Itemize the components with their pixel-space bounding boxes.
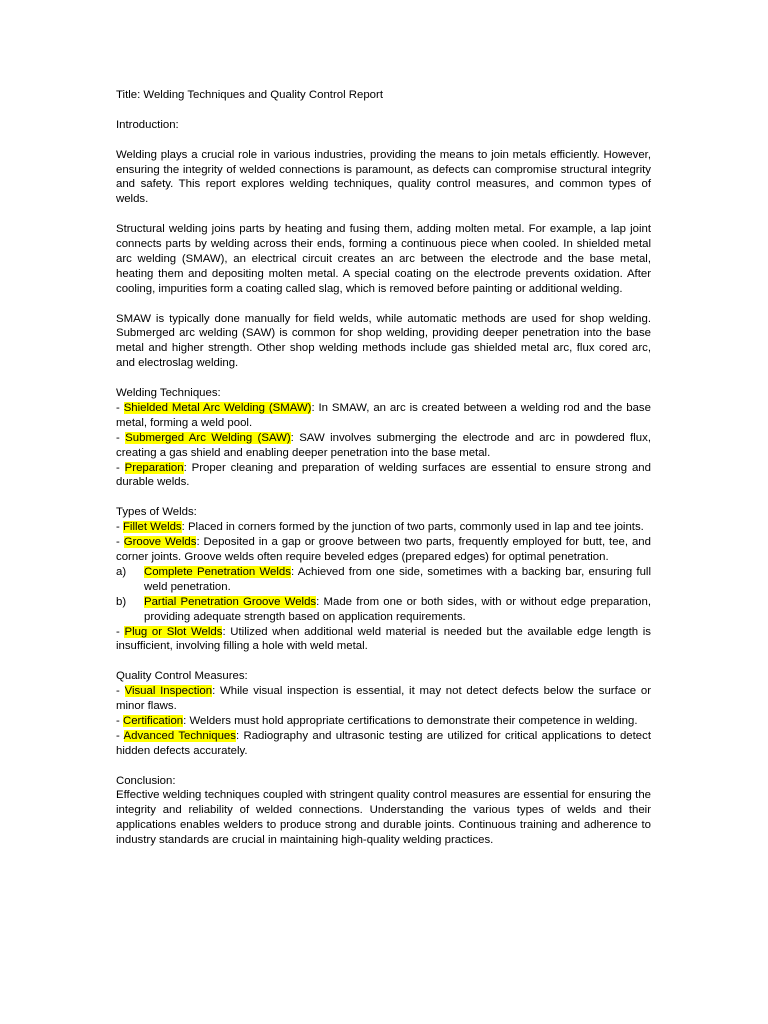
document-page [116, 88, 651, 863]
weld-subtype-partial [116, 595, 651, 625]
weld-subtype-complete [116, 565, 651, 595]
technique-text-saw: : SAW involves submerging the electrode and arc in powdered flux, creating a gas shield and enabling deeper penetration into the base metal. [116, 431, 651, 459]
weld-text-partial: : Made from one or both sides, with or without edge preparation, providing adequate strength based on application requirements. [144, 595, 651, 623]
intro-paragraph-1: Welding plays a crucial role in various industries, providing the means to join metals efficiently. However, ensuring the integrity of welded connections is paramount, as defects can compromise structural integrity and safety. This report explores welding techniques, quality control measures, and common types of welds. [116, 148, 651, 206]
weld-text-plug: : Utilized when additional weld material is needed but the available edge length is insufficient, involving filling a hole with weld metal. [116, 625, 651, 653]
bullet-prefix: - [116, 401, 124, 414]
bullet-prefix: - [116, 536, 124, 549]
weld-text-fillet: : Placed in corners formed by the junction of two parts, commonly used in lap and tee joints. [181, 521, 644, 534]
bullet-prefix: - [116, 729, 124, 742]
bullet-prefix: - [116, 625, 125, 638]
technique-item-saw [116, 431, 651, 461]
quality-heading: Quality Control Measures: [116, 670, 248, 683]
weld-term-groove: Groove Welds [123, 536, 197, 549]
quality-text-advanced: : Radiography and ultrasonic testing are utilized for critical applications to detect hidden defects accurately. [116, 729, 651, 757]
quality-term-visual: Visual Inspection [124, 685, 213, 698]
conclusion-section [116, 774, 651, 849]
technique-term-preparation: Preparation [124, 461, 184, 474]
weld-text-groove: : Deposited in a gap or groove between two parts, frequently employed for butt, tee, and corner joints. Groove welds often require beveled edges (prepared edges) for optimal penetration. [116, 536, 651, 563]
sub-marker-b: b) [116, 595, 127, 608]
weld-term-partial: Partial Penetration Groove Welds [144, 595, 317, 608]
techniques-heading: Welding Techniques: [116, 387, 221, 400]
weld-term-plug: Plug or Slot Welds [124, 625, 223, 638]
bullet-prefix: - [116, 714, 123, 727]
quality-item-visual [116, 684, 651, 714]
intro-paragraph-2: Structural welding joins parts by heating and fusing them, adding molten metal. For example, a lap joint connects parts by welding across their ends, forming a continuous piece when cooled. In shielded metal arc welding (SMAW), an electrical circuit creates an arc between the electrode and the base metal, heating them and depositing molten metal. A special coating on the electrode prevents oxidation. After cooling, impurities form a coating called slag, which is removed before painting or additional welding. [116, 223, 651, 295]
sub-marker-a: a) [116, 565, 127, 578]
weld-type-plug [116, 625, 651, 655]
conclusion-heading: Conclusion: [116, 774, 176, 787]
weld-types-heading: Types of Welds: [116, 506, 197, 519]
intro-paragraph-3: SMAW is typically done manually for field welds, while automatic methods are used for shop welding. Submerged arc welding (SAW) is common for shop welding, providing deeper penetration into the base metal and higher strength. Other shop welding methods include gas shielded metal arc, flux cored arc, and electroslag welding. [116, 312, 651, 370]
technique-term-smaw: Shielded Metal Arc Welding (SMAW) [123, 401, 312, 414]
weld-term-fillet: Fillet Welds [122, 521, 182, 534]
weld-type-groove [116, 535, 651, 565]
technique-text-preparation: : Proper cleaning and preparation of welding surfaces are essential to ensure strong and durable welds. [116, 461, 651, 489]
quality-section [116, 669, 651, 758]
bullet-prefix: - [116, 685, 125, 698]
document-title: Title: Welding Techniques and Quality Control Report [116, 89, 383, 101]
technique-item-preparation [116, 461, 651, 491]
quality-term-certification: Certification [122, 714, 184, 727]
quality-item-advanced [116, 729, 651, 759]
quality-text-visual: : While visual inspection is essential, it may not detect defects below the surface or minor flaws. [116, 685, 651, 713]
quality-term-advanced: Advanced Techniques [123, 729, 236, 742]
bullet-prefix: - [116, 521, 123, 534]
weld-types-section [116, 505, 651, 654]
weld-term-complete: Complete Penetration Welds [144, 565, 291, 578]
bullet-prefix: - [116, 431, 126, 444]
technique-text-smaw: : In SMAW, an arc is created between a welding rod and the base metal, forming a weld pool. [116, 401, 651, 429]
intro-heading: Introduction: [116, 118, 179, 131]
quality-item-certification [116, 714, 651, 729]
conclusion-text: Effective welding techniques coupled with stringent quality control measures are essential for ensuring the integrity and reliability of welded connections. Understanding the various types of welds and their applications enables welders to produce strong and durable joints. Continuous training and adherence to industry standards are crucial in maintaining high-quality welding practices. [116, 789, 651, 847]
technique-item-smaw [116, 401, 651, 431]
technique-term-saw: Submerged Arc Welding (SAW) [125, 431, 291, 444]
techniques-section [116, 386, 651, 490]
bullet-prefix: - [116, 461, 125, 474]
weld-type-fillet [116, 520, 651, 535]
quality-text-certification: : Welders must hold appropriate certifications to demonstrate their competence in welding. [183, 714, 638, 727]
weld-text-complete: : Achieved from one side, sometimes with a backing bar, ensuring full weld penetration. [144, 565, 651, 593]
